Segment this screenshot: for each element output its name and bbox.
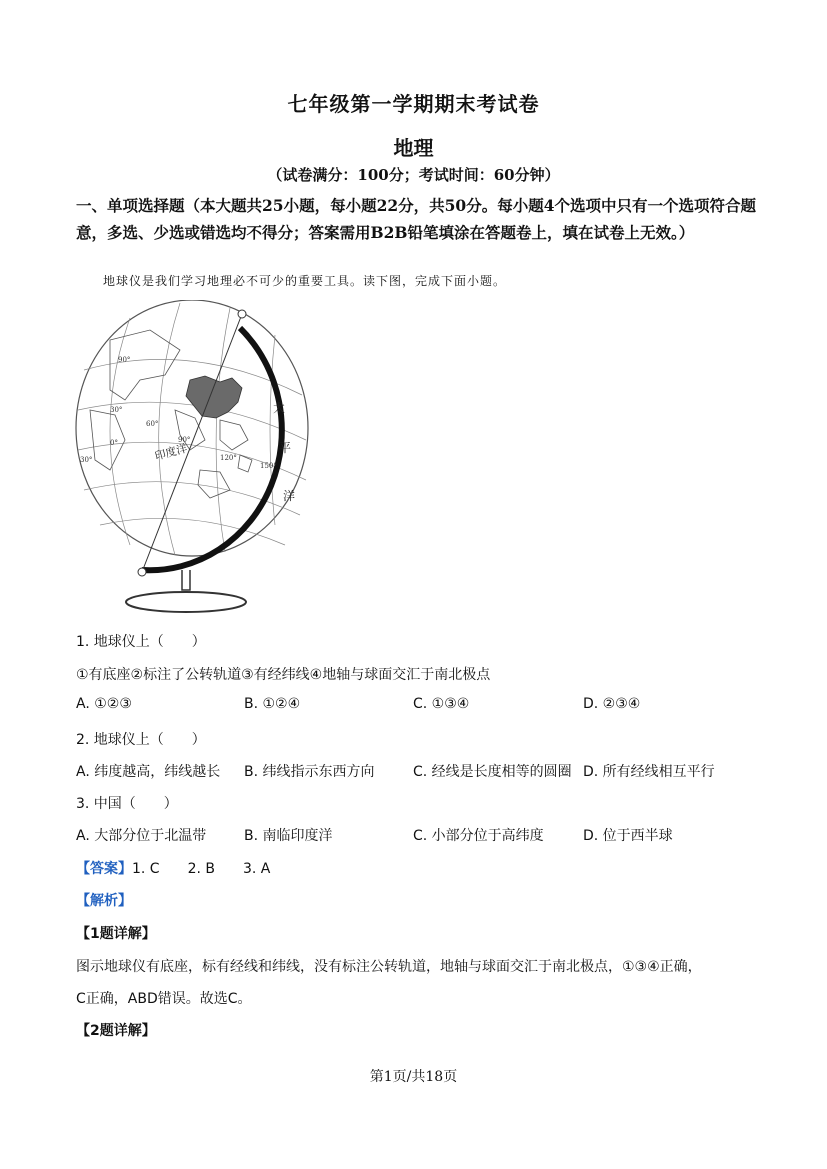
globe-stand-neck: [182, 570, 190, 590]
q2-detail-head: 【2题详解】: [76, 1023, 156, 1039]
label-indian-ocean: 印度洋: [153, 441, 189, 463]
section-heading: 一、单项选择题（本大题共25小题，每小题22分，共50分。每小题4个选项中只有一个选项符合题意，多选、少选或错选均不得分；答案需用B2B铅笔填涂在答题卷上，填在试卷上无效。）: [76, 196, 756, 242]
globe-stand-base: [126, 592, 246, 612]
q1-detail-line-2: C正确，ABD错误。故选C。: [76, 991, 252, 1007]
label-pacific-2: 平: [279, 441, 292, 455]
label-deg-120: 120°: [220, 454, 237, 462]
analysis-label: 【解析】: [76, 893, 132, 909]
page-footer: 第1页/共18页: [369, 1069, 458, 1085]
question-1-option-b[interactable]: B. ①②④: [244, 696, 301, 712]
subject-title: 地理: [393, 136, 434, 160]
question-2-option-a[interactable]: A. 纬度越高，纬线越长: [76, 764, 221, 780]
q1-detail-line-1: 图示地球仪有底座，标有经线和纬线，没有标注公转轨道，地轴与球面交汇于南北极点，①③④正确，: [76, 959, 702, 975]
answer-values: 1. C 2. B 3. A: [132, 861, 271, 877]
label-deg-30a: 30°: [110, 406, 123, 414]
question-1-option-d[interactable]: D. ②③④: [583, 696, 641, 712]
label-deg-150: 150°: [260, 462, 277, 470]
globe-figure: [70, 300, 320, 620]
question-2-option-c[interactable]: C. 经线是长度相等的圆圈: [413, 764, 572, 780]
question-3-stem: 3. 中国（ ）: [76, 796, 178, 812]
question-3-option-d[interactable]: D. 位于西半球: [583, 828, 673, 844]
document-title: 七年级第一学期期末考试卷: [287, 92, 540, 116]
question-3-option-b[interactable]: B. 南临印度洋: [244, 828, 333, 844]
label-deg-60: 60°: [146, 420, 159, 428]
label-pacific-3: 洋: [283, 489, 296, 503]
question-1-option-a[interactable]: A. ①②③: [76, 696, 132, 712]
question-1-option-c[interactable]: C. ①③④: [413, 696, 470, 712]
question-1-stem: 1. 地球仪上（ ）: [76, 634, 206, 650]
question-3-option-a[interactable]: A. 大部分位于北温带: [76, 828, 207, 844]
exam-info: （试卷满分：100分；考试时间：60分钟）: [267, 166, 560, 184]
label-deg-0: 0°: [110, 439, 118, 447]
label-deg-30b: 30°: [80, 456, 93, 464]
question-1-statements: ①有底座②标注了公转轨道③有经纬线④地轴与球面交汇于南北极点: [76, 667, 491, 683]
question-2-stem: 2. 地球仪上（ ）: [76, 732, 206, 748]
question-2-option-d[interactable]: D. 所有经线相互平行: [583, 764, 715, 780]
question-2-option-b[interactable]: B. 纬线指示东西方向: [244, 764, 375, 780]
answer-label: 【答案】: [76, 861, 132, 877]
label-deg-90a: 90°: [118, 356, 131, 364]
label-pacific-1: 太: [273, 401, 286, 415]
label-deg-90b: 90°: [178, 436, 191, 444]
intro-text: 地球仪是我们学习地理必不可少的重要工具。读下图，完成下面小题。: [103, 274, 507, 288]
question-3-option-c[interactable]: C. 小部分位于高纬度: [413, 828, 544, 844]
axis-bottom-cap: [138, 568, 146, 576]
axis-top-cap: [238, 310, 246, 318]
globe-sphere: [76, 300, 308, 556]
q1-detail-head: 【1题详解】: [76, 926, 156, 942]
answer-row: [76, 858, 270, 878]
